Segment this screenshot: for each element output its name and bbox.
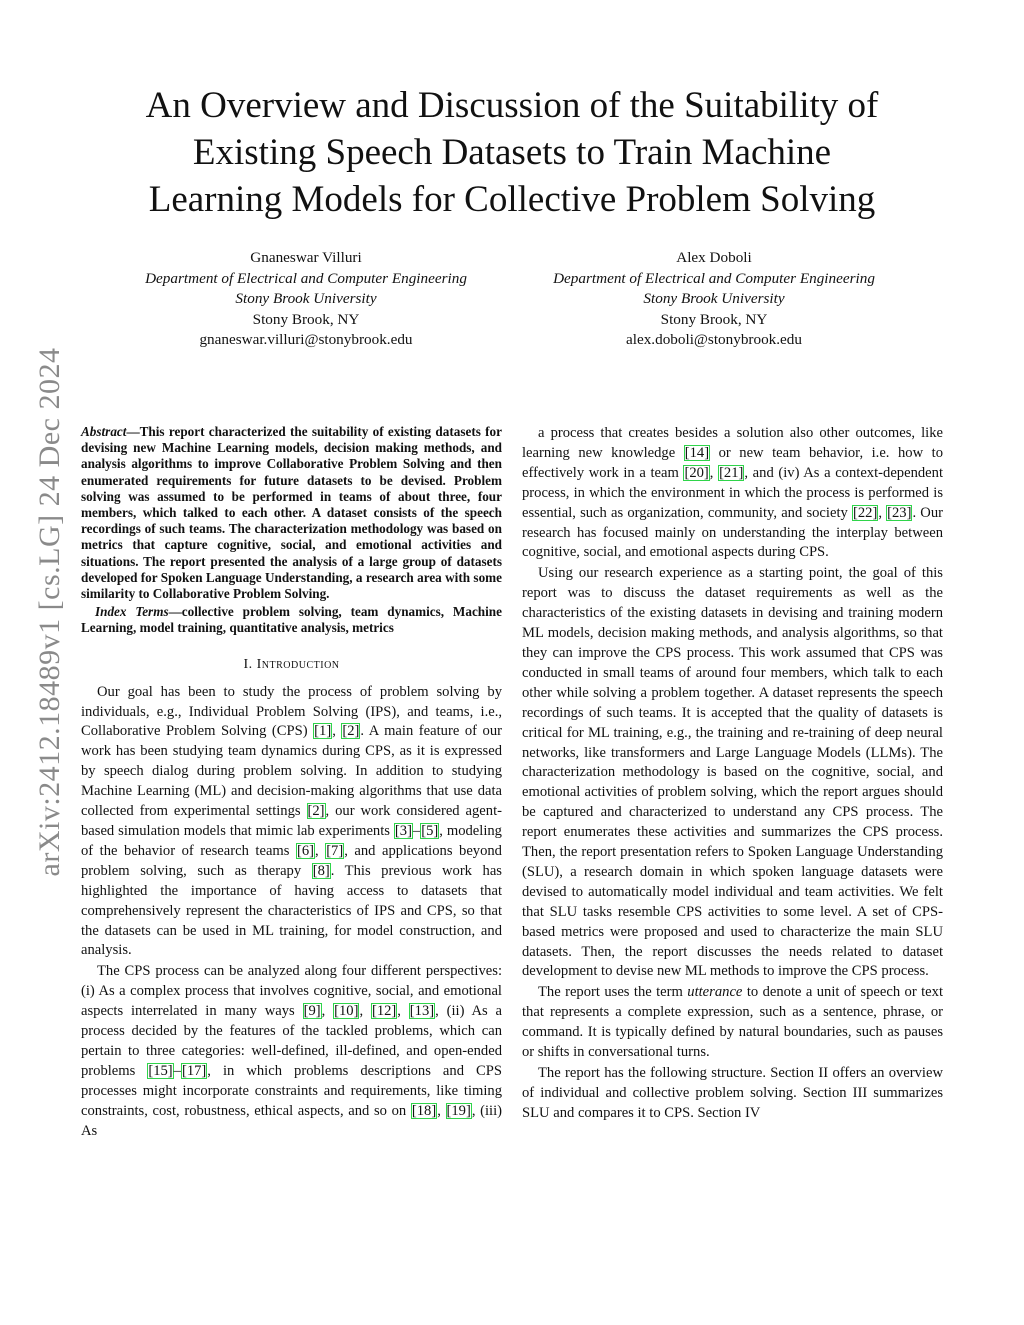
citation-link[interactable]: [21] xyxy=(719,464,744,481)
paragraph-text: , and applications beyond problem solving, such as therapy xyxy=(81,842,502,879)
index-terms-label: Index Terms xyxy=(95,604,169,620)
paragraph-text: , xyxy=(397,1003,409,1020)
body-paragraph xyxy=(81,683,502,962)
citation-link[interactable]: [10] xyxy=(334,1003,359,1020)
author-city: Stony Brook, NY xyxy=(660,310,768,328)
left-body xyxy=(81,683,502,1142)
title-line: Learning Models for Collective Problem Solving xyxy=(148,179,876,220)
paragraph-text: . This previous work has highlighted the importance of having access to datasets that comprehensively represent the characteristics of IPS and CPS, so that the datasets can be used in ML training, for model construction, and analysis. xyxy=(81,862,502,959)
index-terms xyxy=(81,604,502,636)
paragraph-text: , xyxy=(878,504,887,521)
author-department: Department of Electrical and Computer Engineering xyxy=(553,269,875,287)
paragraph-text: , xyxy=(332,723,342,740)
author-block-1 xyxy=(96,248,516,351)
citation-link[interactable]: [13] xyxy=(409,1003,435,1020)
paragraph-text: a process that creates besides a solution also other outcomes, like learning new knowledge xyxy=(522,425,943,461)
paragraph-text: Our goal has been to study the process of problem solving by individuals, e.g., Individual Problem Solving (IPS), and teams, i.e., Collaborative Problem Solving (CPS) xyxy=(81,683,502,740)
author-name: Alex Doboli xyxy=(676,249,752,266)
abstract-label: Abstract xyxy=(81,424,127,439)
section-number: I. xyxy=(243,656,257,672)
paragraph-text: . A main feature of our work has been studying team dynamics during CPS, as it is expressed by speech dialog during problem solving. In addition to studying Machine Learning (ML) and decision-making algorithms that use data collected from experimental settings xyxy=(81,723,502,820)
citation-link[interactable]: [19] xyxy=(446,1102,471,1119)
paper-title xyxy=(90,82,934,223)
author-email[interactable]: gnaneswar.villuri@stonybrook.edu xyxy=(199,331,413,348)
paragraph-text: . Our research has focused mainly on understanding the interplay between cognitive, social, and emotional aspects during CPS. xyxy=(522,504,943,561)
right-body xyxy=(522,424,943,1124)
arxiv-identifier: arXiv:2412.18489v1 [cs.LG] 24 Dec 2024 xyxy=(33,347,66,877)
right-column xyxy=(522,424,943,1124)
citation-link[interactable]: [18] xyxy=(411,1102,437,1119)
citation-link[interactable]: [22] xyxy=(852,504,878,521)
index-terms-text: —collective problem solving, team dynamics, Machine Learning, model training, quantitative analysis, metrics xyxy=(81,604,502,636)
paragraph-text: , our work considered agent-based simulation models that mimic lab experiments xyxy=(81,803,502,839)
paragraph-text: – xyxy=(412,822,421,839)
citation-link[interactable]: [14] xyxy=(684,444,710,461)
paragraph-text: , xyxy=(709,464,719,481)
author-department: Department of Electrical and Computer Engineering xyxy=(145,269,467,287)
author-email[interactable]: alex.doboli@stonybrook.edu xyxy=(626,331,802,348)
citation-link[interactable]: [9] xyxy=(303,1003,321,1020)
body-paragraph xyxy=(522,424,943,563)
citation-link[interactable]: [20] xyxy=(684,464,709,481)
title-line: An Overview and Discussion of the Suitability of xyxy=(145,85,879,126)
paragraph-text: , (ii) As a process decided by the features of the tackled problems, which can pertain to three categories: well-defined, ill-defined, and open-ended problems xyxy=(81,1003,503,1079)
paragraph-text: The report uses the term xyxy=(538,984,688,1001)
citation-link[interactable]: [1] xyxy=(314,723,332,740)
citation-link[interactable]: [6] xyxy=(296,842,315,859)
paragraph-text: , xyxy=(315,842,326,859)
paragraph-text: , in which problems descriptions and CPS processes might incorporate constraints and requirements, like timing constraints, cost, robustness, ethical aspects, and so on xyxy=(81,1062,502,1119)
author-name: Gnaneswar Villuri xyxy=(250,249,362,266)
paragraph-text: or new team behavior, i.e. how to effectively work in a team xyxy=(522,444,943,481)
paragraph-text: – xyxy=(173,1062,181,1079)
paragraph-text: , xyxy=(437,1102,446,1119)
paragraph-text: , modeling of the behavior of research teams xyxy=(81,822,502,859)
paragraph-text: The report has the following structure. Section II offers an overview of individual and collective problem solving. Section III summarizes SLU and compares it to CPS. Section IV xyxy=(522,1065,943,1121)
body-paragraph xyxy=(522,564,943,982)
citation-link[interactable]: [23] xyxy=(887,504,912,521)
body-paragraph xyxy=(522,983,943,1063)
citation-link[interactable]: [17] xyxy=(181,1062,207,1079)
citation-link[interactable]: [7] xyxy=(326,842,344,859)
author-city: Stony Brook, NY xyxy=(252,310,360,328)
paragraph-text: , xyxy=(359,1003,371,1020)
paragraph-text: , (iii) As xyxy=(81,1102,503,1139)
section-heading-introduction xyxy=(81,657,502,673)
arxiv-identifier-sidebar xyxy=(22,262,78,962)
abstract xyxy=(81,424,502,602)
citation-link[interactable]: [2] xyxy=(342,723,360,740)
body-paragraph xyxy=(81,962,502,1141)
paragraph-text: The CPS process can be analyzed along four different perspectives: (i) As a complex process that involves cognitive, social, and emotional aspects interrelated in many ways xyxy=(81,963,502,1020)
paragraph-text: , xyxy=(321,1003,334,1020)
citation-link[interactable]: [15] xyxy=(148,1062,173,1079)
paragraph-text: Using our research experience as a starting point, the goal of this report was to discuss the dataset requirements as well as the characteristics of the existing datasets in devising and training modern ML models, decision making methods, and analysis algorithms, so that they can improve the CPS process. This work assumed that CPS was conducted in small teams of around four members, which talk to each other while solving a problem together. A dataset represents the speech recordings of such teams. It is accepted that the quality of datasets is critical for ML training, e.g., the training and re-training of deep neural networks, like transformers and Large Language Models (LLMs). The characterization methodology is based on the cognitive, social, and emotional activities of problem solving, which the report argues should be captured and characterized to understand any CPS process. The report enumerates these activities and summarizes the CPS process. Then, the report presentation refers to Spoken Language Understanding (SLU), a research domain in which spoken language datasets were devised to automatically model individual and team activities. We felt that SLU tasks resemble CPS activities to some level. A set of CPS-based metrics were proposed and used to characterize the main SLU datasets. Then, the report discusses the needs related to dataset development to devise new ML methods to improve the CPS process. xyxy=(522,565,943,980)
paragraph-text: to denote a unit of speech or text that represents a complete expression, such as a sentence, phrase, or command. It is typically defined by natural boundaries, such as pauses or shifts in conversational turns. xyxy=(522,984,943,1061)
citation-link[interactable]: [8] xyxy=(312,862,330,879)
emphasized-term: utterance xyxy=(687,984,743,1001)
citation-link[interactable]: [2] xyxy=(307,803,325,820)
author-block-2 xyxy=(504,248,924,351)
left-column xyxy=(81,424,502,1141)
author-university: Stony Brook University xyxy=(235,290,377,307)
citation-link[interactable]: [3] xyxy=(394,822,412,839)
title-line: Existing Speech Datasets to Train Machine xyxy=(192,132,832,173)
author-university: Stony Brook University xyxy=(643,290,785,307)
citation-link[interactable]: [12] xyxy=(371,1003,397,1020)
body-paragraph xyxy=(522,1064,943,1124)
paragraph-text: , and (iv) As a context-dependent process, in which the environment in which the process is performed is essential, such as organization, community, and society xyxy=(522,464,943,521)
citation-link[interactable]: [5] xyxy=(421,822,439,839)
section-title: Introduction xyxy=(256,656,340,672)
abstract-text: —This report characterized the suitability of existing datasets for devising new Machine Learning models, decision making methods, and analysis algorithms to improve Collaborative Problem Solving and then enumerated requirements for future datasets to be devised. Problem solving was assumed to be performed in teams of about three, four members, which talked to each other. A dataset consists of the speech recordings of such teams. The characterization methodology was based on metrics that capture cognitive, social, and emotional activities and situations. The report presented the analysis of a large group of datasets developed for Spoken Language Understanding, a research area with some similarity to Collaborative Problem Solving. xyxy=(81,424,502,602)
